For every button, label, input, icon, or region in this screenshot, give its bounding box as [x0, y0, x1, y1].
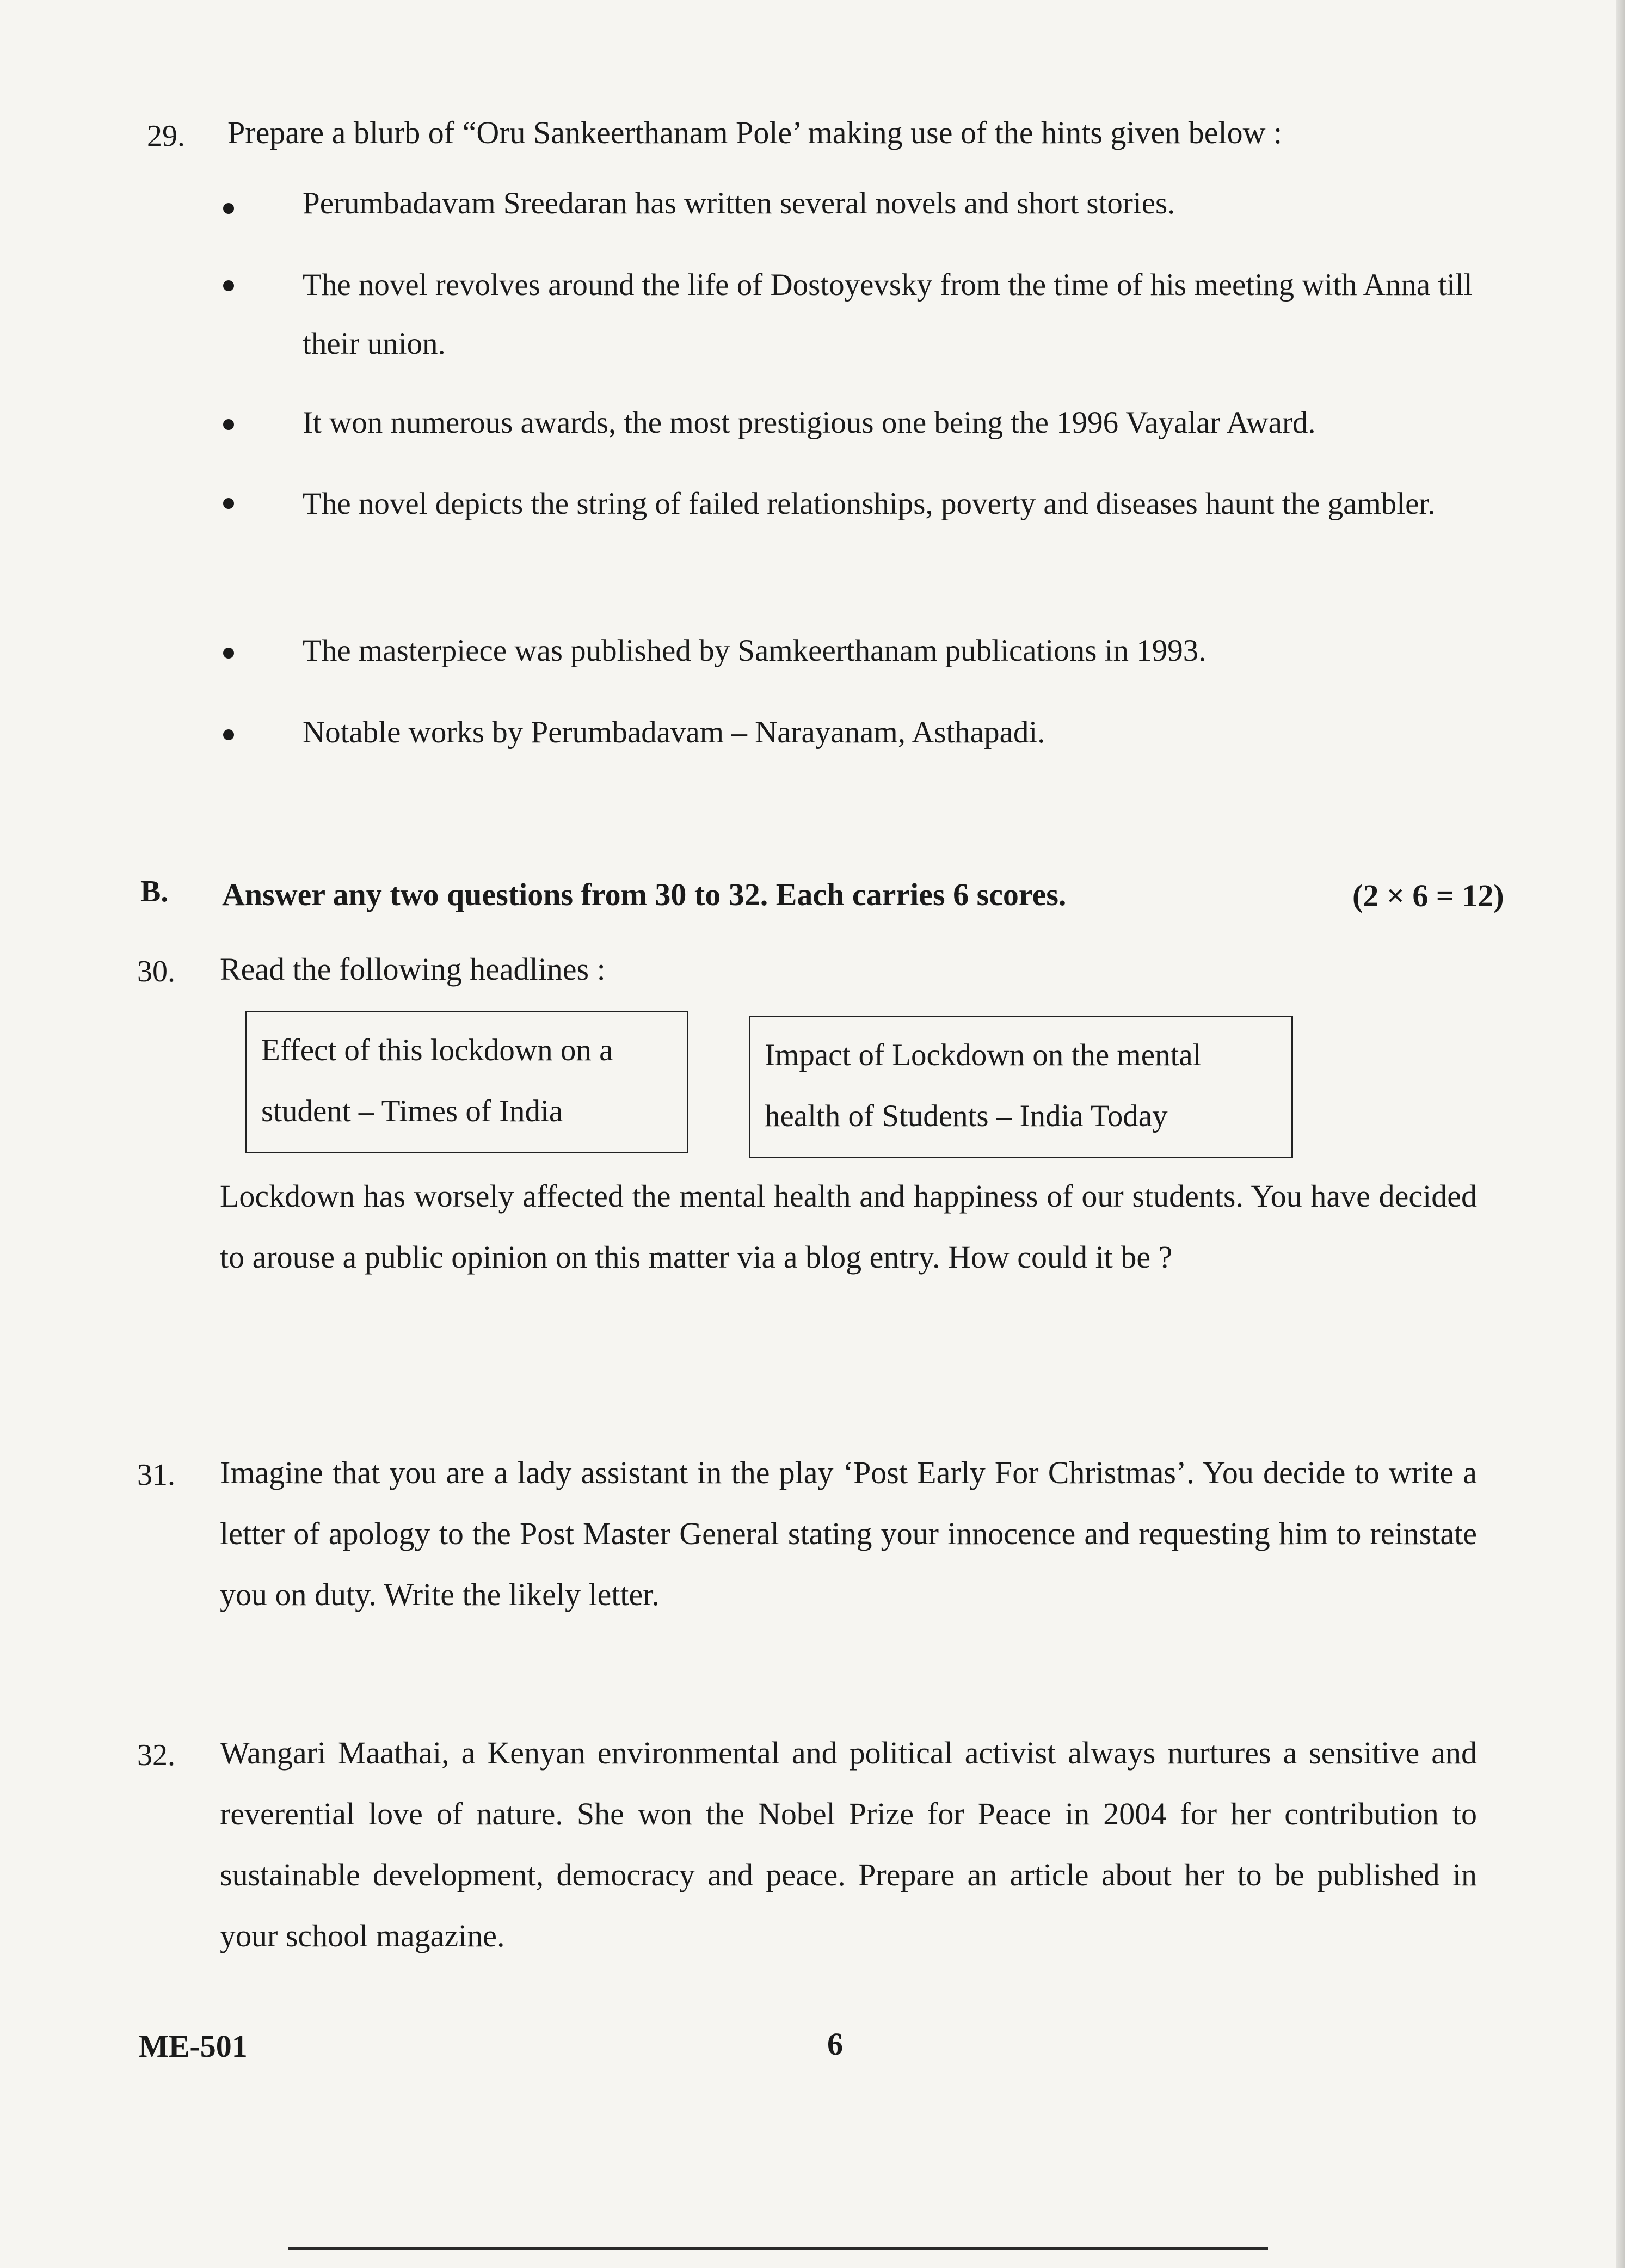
question-31-number: 31.	[137, 1458, 175, 1492]
section-b-marks: (2 × 6 = 12)	[1352, 878, 1504, 913]
question-29-prompt: Prepare a blurb of “Oru Sankeerthanam Pole’ making use of the hints given below :	[227, 115, 1283, 150]
headline-box-india-today: Impact of Lockdown on the mental health of Students – India Today	[749, 1016, 1293, 1158]
question-29-bullet-2: The novel revolves around the life of Dostoyevsky from the time of his meeting with Anna till their union.	[303, 268, 1473, 361]
footer-rule	[288, 2247, 1268, 2250]
question-32-body: Wangari Maathai, a Kenyan environmental and political activist always nurtures a sensitive and reverential love of nature. She won the Nobel Prize for Peace in 2004 for her contribution to sustainable development, democracy and peace. Prepare an article about her to be published in your school magazine.	[220, 1735, 1477, 1953]
bullet-dot-4	[223, 498, 234, 509]
bullet-dot-2	[223, 280, 234, 291]
question-29-bullet-4: The novel depicts the string of failed relationships, poverty and diseases haunt the gambler.	[303, 487, 1436, 521]
bullet-dot-5	[223, 648, 234, 659]
question-29-bullet-5: The masterpiece was published by Samkeerthanam publications in 1993.	[303, 634, 1207, 668]
bullet-dot-1	[223, 203, 234, 214]
section-b-instruction: Answer any two questions from 30 to 32. Each carries 6 scores.	[222, 877, 1067, 912]
section-b-label: B.	[140, 875, 169, 908]
footer-exam-code: ME-501	[139, 2029, 248, 2064]
question-30-prompt: Read the following headlines :	[220, 951, 606, 987]
question-30-number: 30.	[137, 955, 175, 988]
bullet-dot-6	[223, 729, 234, 740]
question-29-bullet-6: Notable works by Perumbadavam – Narayanam, Asthapadi.	[303, 715, 1045, 749]
footer-page-number: 6	[827, 2026, 843, 2062]
scan-edge	[1616, 0, 1625, 2268]
question-29-bullet-1: Perumbadavam Sreedaran has written several novels and short stories.	[303, 186, 1175, 220]
question-32-number: 32.	[137, 1738, 175, 1772]
question-29-number: 29.	[147, 119, 185, 153]
question-29-bullet-3: It won numerous awards, the most prestigious one being the 1996 Vayalar Award.	[303, 405, 1316, 440]
bullet-dot-3	[223, 419, 234, 430]
headline-box-times-of-india: Effect of this lockdown on a student – Times of India	[245, 1011, 688, 1153]
question-30-body: Lockdown has worsely affected the mental health and happiness of our students. You have decided to arouse a public opinion on this matter via a blog entry. How could it be ?	[220, 1178, 1477, 1275]
question-31-body: Imagine that you are a lady assistant in the play ‘Post Early For Christmas’. You decide to write a letter of apology to the Post Master General stating your innocence and requesting him to reinstate you on duty. Write the likely letter.	[220, 1455, 1477, 1612]
